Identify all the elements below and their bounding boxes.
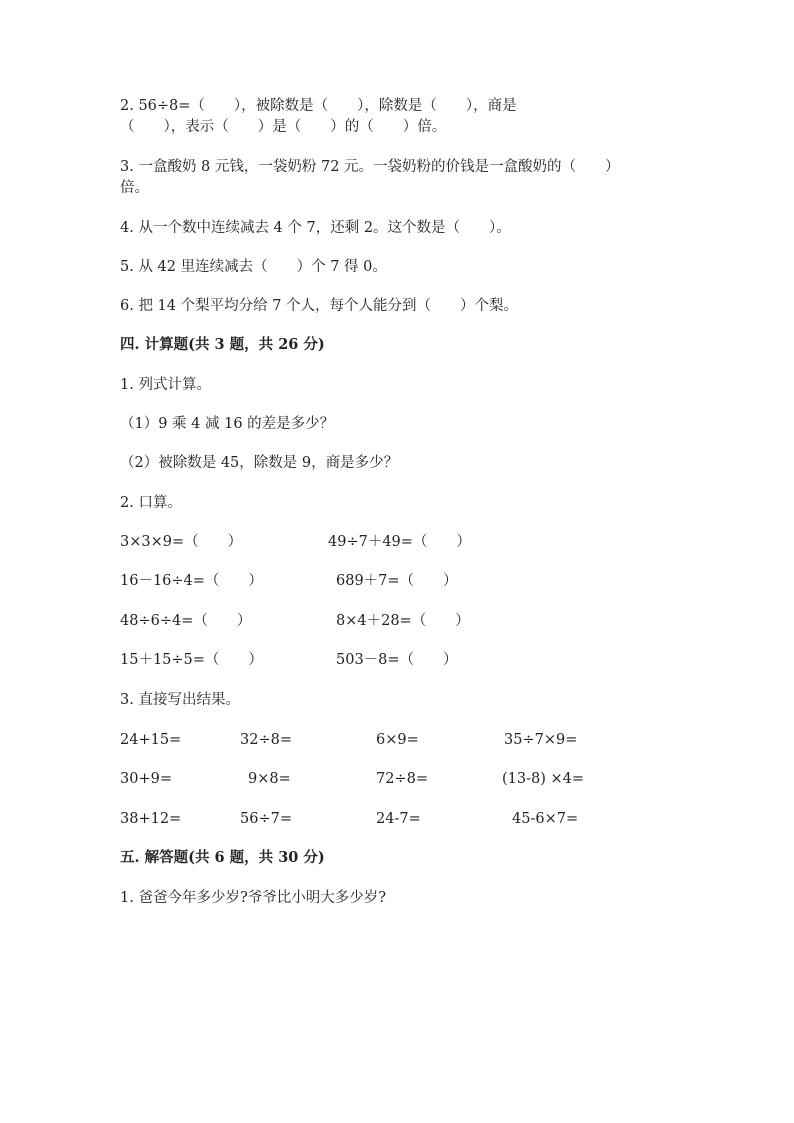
section-4-heading: 四. 计算题(共 3 题，共 26 分) <box>120 336 325 353</box>
oral-item: 689＋7=（ ） <box>336 573 458 589</box>
question-5: 5. 从 42 里连续减去（ ）个 7 得 0。 <box>120 259 387 275</box>
question-6: 6. 把 14 个梨平均分给 7 个人，每个人能分到（ ）个梨。 <box>120 298 519 314</box>
oral-item: 49÷7＋49=（ ） <box>328 534 471 550</box>
direct-item: 45-6×7= <box>512 811 579 827</box>
question-2-line-2: （ ），表示（ ）是（ ）的（ ）倍。 <box>120 119 447 135</box>
section-5-heading: 五. 解答题(共 6 题，共 30 分) <box>120 849 325 866</box>
oral-item: 503－8=（ ） <box>336 652 458 668</box>
question-3-line-1: 3. 一盒酸奶 8 元钱，一袋奶粉 72 元。一袋奶粉的价钱是一盒酸奶的（ ） <box>120 159 620 175</box>
question-3-line-2: 倍。 <box>120 180 149 196</box>
direct-item: 30+9= <box>120 771 172 787</box>
calc-question-2-title: 2. 口算。 <box>120 495 182 511</box>
direct-item: 56÷7= <box>240 811 292 827</box>
oral-item: 8×4＋28=（ ） <box>336 613 470 629</box>
question-2-line-1: 2. 56÷8=（ ），被除数是（ ），除数是（ ），商是 <box>120 98 517 114</box>
calc-question-1-sub-1: （1）9 乘 4 减 16 的差是多少？ <box>120 416 335 432</box>
oral-item: 3×3×9=（ ） <box>120 534 243 550</box>
direct-item: 24-7= <box>376 811 421 827</box>
calc-question-1-title: 1. 列式计算。 <box>120 377 211 393</box>
question-4: 4. 从一个数中连续减去 4 个 7，还剩 2。这个数是（ ）。 <box>120 220 511 236</box>
direct-item: 72÷8= <box>376 771 428 787</box>
direct-item: 24+15= <box>120 732 182 748</box>
oral-item: 48÷6÷4=（ ） <box>120 613 252 629</box>
oral-item: 16－16÷4=（ ） <box>120 573 263 589</box>
calc-question-3-title: 3. 直接写出结果。 <box>120 692 240 708</box>
direct-item: 6×9= <box>376 732 419 748</box>
direct-item: 32÷8= <box>240 732 292 748</box>
direct-item: 38+12= <box>120 811 182 827</box>
direct-item: 35÷7×9= <box>504 732 578 748</box>
answer-question-1: 1. 爸爸今年多少岁?爷爷比小明大多少岁? <box>120 890 386 906</box>
direct-item: (13-8) ×4= <box>502 771 585 787</box>
direct-item: 9×8= <box>248 771 291 787</box>
oral-item: 15＋15÷5=（ ） <box>120 652 263 668</box>
calc-question-1-sub-2: （2）被除数是 45，除数是 9，商是多少？ <box>120 455 399 471</box>
